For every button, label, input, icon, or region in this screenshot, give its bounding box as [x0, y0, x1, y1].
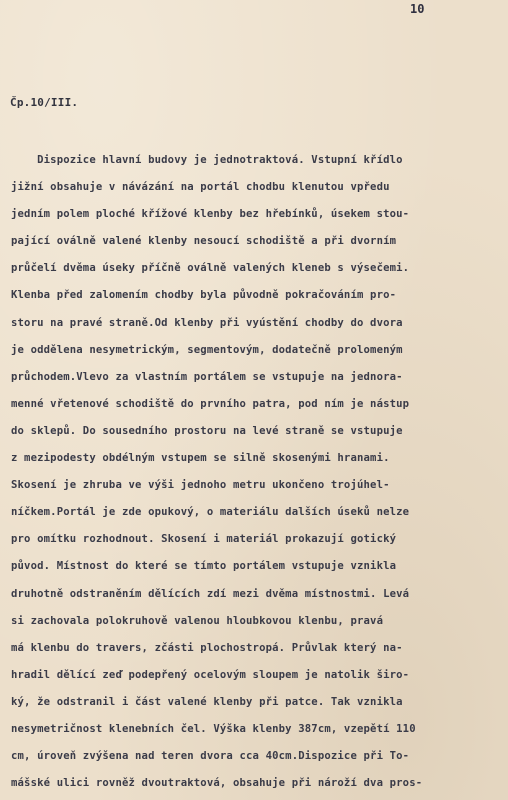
text-line: průchodem.Vlevo za vlastním portálem se vstupuje na jednora-: [11, 370, 403, 383]
body-text: [11, 147, 505, 797]
text-line: do sklepů. Do sousedního prostoru na levé straně se vstupuje: [11, 424, 403, 437]
text-line: pro omítku rozhodnout. Skosení i materiál prokazují gotický: [11, 533, 397, 546]
text-line: Skosení je zhruba ve výši jednoho metru ukončeno trojúhel-: [11, 479, 390, 492]
text-line: původ. Místnost do které se tímto portálem vstupuje vznikla: [11, 560, 397, 573]
document-reference: Čp.10/III.: [10, 96, 79, 109]
text-line: cm, úroveň zvýšena nad teren dvora cca 40cm.Dispozice při To-: [11, 750, 410, 763]
text-line: menné vřetenové schodiště do prvního patra, pod ním je nástup: [11, 397, 410, 410]
text-line: z mezipodesty obdélným vstupem se silně skosenými hranami.: [11, 452, 390, 465]
text-line: jižní obsahuje v návázání na portál chodbu klenutou vpředu: [11, 181, 390, 194]
text-line: nesymetričnost klenebních čel. Výška klenby 387cm, vzepětí 110: [11, 722, 416, 735]
text-line: si zachovala polokruhově valenou hloubkovou klenbu, pravá: [11, 614, 384, 627]
text-line: průčelí dvěma úseky příčně oválně valených kleneb s výsečemi.: [11, 262, 410, 275]
text-line: má klenbu do travers, zčásti plochostropá. Průvlak který na-: [11, 641, 403, 654]
text-line: Dispozice hlavní budovy je jednotraktová. Vstupní křídlo: [11, 154, 403, 166]
text-line: mášské ulici rovněž dvoutraktová, obsahuje při nároží dva pros-: [11, 777, 423, 790]
text-line: pající oválně valené klenby nesoucí schodiště a při dvorním: [11, 235, 397, 248]
text-line: storu na pravé straně.Od klenby při vyústění chodby do dvora: [11, 316, 403, 329]
text-line: jedním polem ploché křížové klenby bez hřebínků, úsekem stou-: [11, 208, 410, 221]
text-line: Klenba před zalomením chodby byla původně pokračováním pro-: [11, 289, 397, 302]
text-line: ký, že odstranil i část valené klenby při patce. Tak vznikla: [11, 695, 403, 708]
text-line: níčkem.Portál je zde opukový, o materiálu dalších úseků nelze: [11, 506, 410, 519]
text-line: je oddělena nesymetrickým, segmentovým, dodatečně prolomeným: [11, 343, 403, 356]
page-number: 10: [410, 2, 425, 16]
text-line: hradil dělící zeď podepřený ocelovým sloupem je natolik širo-: [11, 668, 410, 681]
text-line: druhotně odstraněním dělících zdí mezi dvěma místnostmi. Levá: [11, 587, 410, 600]
